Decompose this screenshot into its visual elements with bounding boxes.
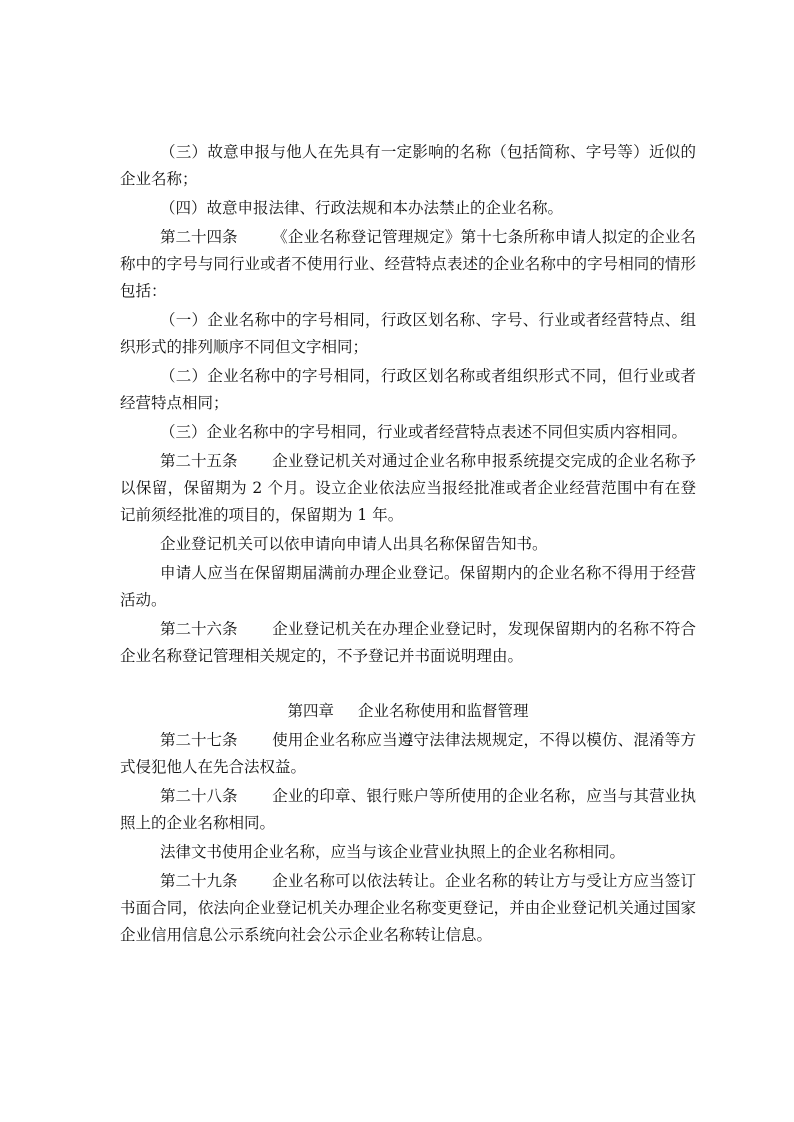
paragraph-case-2: （二）企业名称中的字号相同，行政区划名称或者组织形式不同，但行业或者经营特点相同； [120, 367, 696, 412]
article-text: 企业登记机关对通过企业名称申报系统提交完成的企业名称予以保留，保留期为 2 个月。设立企业依法应当报经批准或者企业经营范围中有在登记前须经批准的项目的，保留期为 1 年。 [120, 452, 696, 524]
article-label: 第二十四条 [160, 228, 238, 246]
article-24 [120, 224, 696, 305]
article-25 [120, 448, 696, 529]
article-label: 第二十五条 [160, 452, 238, 470]
article-text: 企业登记机关在办理企业登记时，发现保留期内的名称不符合企业名称登记管理相关规定的，不予登记并书面说明理由。 [120, 620, 696, 665]
paragraph-legal-docs: 法律文书使用企业名称，应当与该企业营业执照上的企业名称相同。 [160, 843, 626, 861]
paragraph-item-4: （四）故意申报法律、行政法规和本办法禁止的企业名称。 [160, 199, 564, 217]
article-text: 企业的印章、银行账户等所使用的企业名称，应当与其营业执照上的企业名称相同。 [120, 787, 696, 832]
paragraph-item-3: （三）故意申报与他人在先具有一定影响的名称（包括简称、字号等）近似的企业名称； [120, 143, 696, 188]
paragraph-case-3: （三）企业名称中的字号相同，行业或者经营特点表述不同但实质内容相同。 [160, 423, 688, 441]
article-label: 第二十八条 [160, 787, 238, 805]
article-text: 使用企业名称应当遵守法律法规规定，不得以模仿、混淆等方式侵犯他人在先合法权益。 [120, 731, 696, 776]
chapter-title: 企业名称使用和监督管理 [358, 702, 529, 720]
chapter-number: 第四章 [287, 702, 334, 720]
paragraph-case-1: （一）企业名称中的字号相同，行政区划名称、字号、行业或者经营特点、组织形式的排列顺序不同但文字相同； [120, 311, 696, 356]
paragraph-notice: 企业登记机关可以依申请向申请人出具名称保留告知书。 [160, 535, 548, 553]
chapter-heading [120, 698, 696, 725]
article-29 [120, 868, 696, 949]
article-text: 企业名称可以依法转让。企业名称的转让方与受让方应当签订书面合同，依法向企业登记机关办理企业名称变更登记，并由企业登记机关通过国家企业信用信息公示系统向社会公示企业名称转让信息。 [120, 872, 696, 944]
article-28 [120, 783, 696, 837]
article-27 [120, 727, 696, 781]
article-label: 第二十七条 [160, 731, 238, 749]
article-26 [120, 616, 696, 670]
paragraph-registration: 申请人应当在保留期届满前办理企业登记。保留期内的企业名称不得用于经营活动。 [120, 564, 696, 609]
article-text: 《企业名称登记管理规定》第十七条所称申请人拟定的企业名称中的字号与同行业或者不使用行业、经营特点表述的企业名称中的字号相同的情形包括： [120, 228, 696, 300]
article-label: 第二十六条 [160, 620, 238, 638]
document-body [120, 139, 696, 951]
article-label: 第二十九条 [160, 872, 238, 890]
